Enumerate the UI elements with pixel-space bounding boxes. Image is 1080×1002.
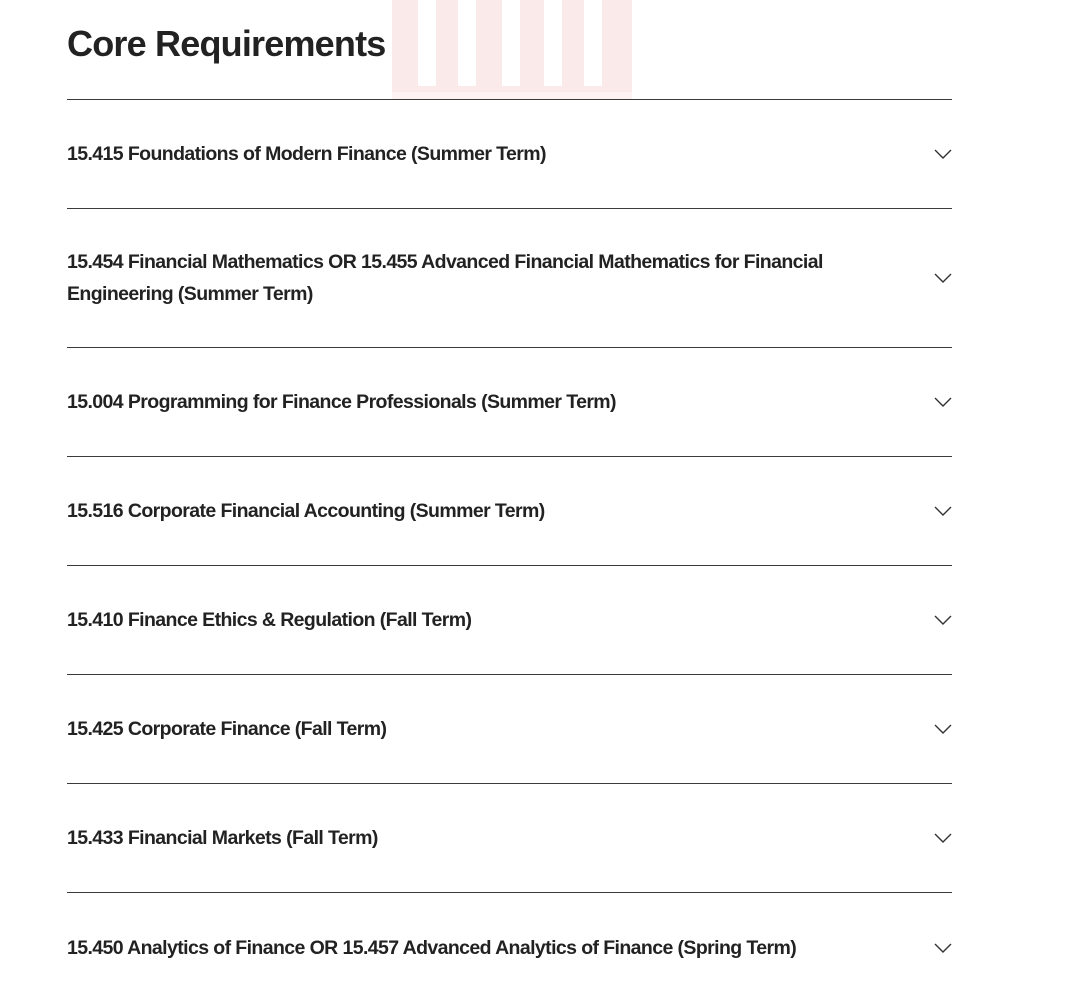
accordion-item-label: 15.450 Analytics of Finance OR 15.457 Advanced Analytics of Finance (Spring Term) [67,936,797,959]
accordion-item[interactable] [67,784,952,893]
core-requirements-accordion [67,99,952,1002]
accordion-item-label: 15.004 Programming for Finance Professionals (Summer Term) [67,391,616,413]
chevron-down-icon[interactable] [934,397,952,407]
accordion-item[interactable] [67,348,952,457]
chevron-down-icon[interactable] [934,273,952,283]
section-title: Core Requirements [67,23,386,64]
accordion-item-label: 15.433 Financial Markets (Fall Term) [67,827,378,849]
columns-watermark-graphic [392,0,632,100]
chevron-down-icon[interactable] [934,149,952,159]
accordion-item-label: 15.425 Corporate Finance (Fall Term) [67,718,387,740]
accordion-item[interactable] [67,675,952,784]
accordion-item[interactable] [67,209,952,348]
accordion-item[interactable] [67,893,952,1002]
accordion-item-label: 15.410 Finance Ethics & Regulation (Fall Term) [67,609,472,631]
accordion-item-label: 15.516 Corporate Financial Accounting (Summer Term) [67,500,545,522]
chevron-down-icon[interactable] [934,506,952,516]
accordion-item[interactable] [67,100,952,209]
chevron-down-icon[interactable] [934,943,952,953]
chevron-down-icon[interactable] [934,615,952,625]
accordion-item[interactable] [67,566,952,675]
chevron-down-icon[interactable] [934,724,952,734]
accordion-item-label: 15.454 Financial Mathematics OR 15.455 Advanced Financial Mathematics for Financial Engineering (Summer Term) [67,251,823,305]
accordion-item[interactable] [67,457,952,566]
accordion-item-label: 15.415 Foundations of Modern Finance (Summer Term) [67,143,546,165]
chevron-down-icon[interactable] [934,833,952,843]
